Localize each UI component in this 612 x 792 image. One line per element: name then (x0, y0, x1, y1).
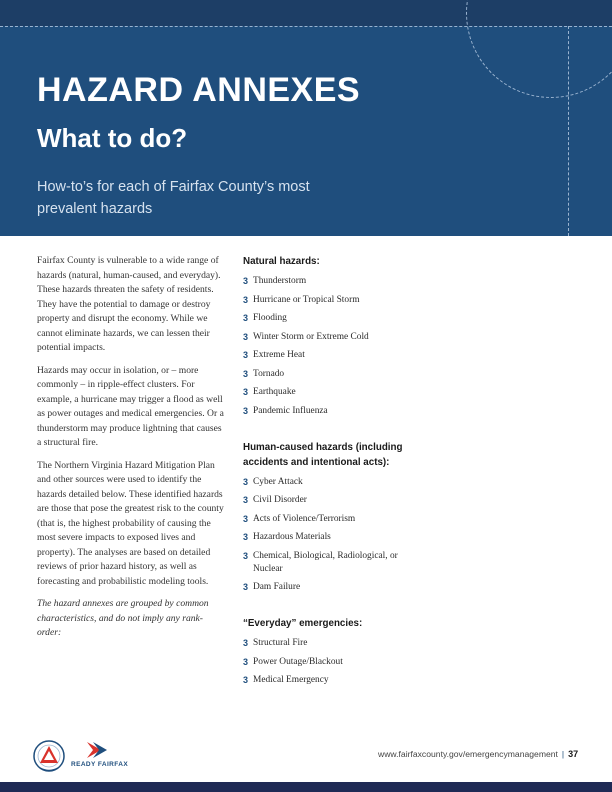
hazard-item (243, 513, 423, 526)
bullet-marker: 3 (243, 638, 249, 648)
everyday-emergencies-list (243, 637, 423, 687)
hazard-item (243, 637, 423, 650)
human-caused-hazards-section (243, 440, 423, 595)
bullet-marker: 3 (243, 476, 249, 487)
hazard-item (243, 674, 423, 687)
bullet-marker: 3 (243, 387, 249, 397)
hazard-lists-column (243, 254, 423, 709)
intro-column (37, 254, 227, 649)
page-tagline: How-to’s for each of Fairfax County’s most prevalent hazards (37, 179, 310, 217)
page-number: 37 (568, 749, 579, 759)
hazard-item (243, 312, 423, 325)
human-caused-hazards-heading: Human-caused hazards (including accidents and intentional acts): (243, 441, 403, 468)
ready-fairfax-arrow-icon (87, 742, 101, 758)
header-dashed-vertical (568, 26, 569, 236)
hazard-item (243, 494, 423, 507)
page-title: HAZARD ANNEXES (37, 71, 361, 109)
everyday-emergencies-section (243, 616, 423, 687)
hazard-label: Tornado (253, 368, 285, 379)
natural-hazards-heading: Natural hazards: (243, 256, 320, 267)
hazard-label: Medical Emergency (253, 675, 329, 685)
hazard-item (243, 476, 423, 489)
bullet-marker: 3 (243, 656, 249, 667)
bullet-marker: 3 (243, 350, 249, 360)
bullet-marker: 3 (243, 405, 249, 416)
footer-separator: | (561, 749, 565, 759)
everyday-emergencies-heading: “Everyday” emergencies: (243, 618, 363, 629)
bullet-marker: 3 (243, 550, 249, 561)
footer-text (378, 749, 578, 759)
intro-paragraph: Fairfax County is vulnerable to a wide range of hazards (natural, human-caused, and everyday). These hazards threaten the safety of residents. They have the potential to damage or destroy property and disrupt the economy. While we cannot eliminate hazards, we can lessen their potential impacts. (37, 255, 221, 353)
footer-url[interactable]: www.fairfaxcounty.gov/emergencymanagement (378, 749, 558, 759)
intro-paragraph: Hazards may occur in isolation, or – more commonly – in ripple-effect clusters. For example, a hurricane may trigger a flood as well as power outages and medical emergencies. Or a thunderstorm may produce lightning that causes a structural fire. (37, 364, 224, 448)
bullet-marker: 3 (243, 313, 249, 323)
bullet-marker: 3 (243, 276, 249, 286)
natural-hazards-list (243, 275, 423, 418)
bullet-marker: 3 (243, 675, 249, 685)
hazard-label: Cyber Attack (253, 476, 303, 487)
hazard-label: Civil Disorder (253, 495, 307, 505)
hazard-label: Dam Failure (253, 582, 301, 592)
hazard-label: Hurricane or Tropical Storm (253, 294, 360, 305)
header-banner (0, 0, 612, 236)
bullet-marker: 3 (243, 495, 249, 505)
intro-paragraph: The Northern Virginia Hazard Mitigation Plan and other sources were used to identify the hazards detailed below. These identified hazards are those that pose the greatest risk to the county (that is, the highest probability of causing the most severe impacts to exposed lives and property). The analyses are based on detailed reviews of prior hazard history, as well as forecasting and probabilistic modeling tools. (37, 459, 224, 587)
hazard-label: Acts of Violence/Terrorism (253, 513, 356, 524)
bullet-marker: 3 (243, 331, 249, 342)
natural-hazards-section (243, 254, 423, 418)
hazard-label: Chemical, Biological, Radiological, or Nuclear (253, 550, 398, 574)
hazard-item (243, 656, 423, 669)
hazard-item (243, 581, 423, 594)
bullet-marker: 3 (243, 532, 249, 542)
bullet-marker: 3 (243, 513, 249, 524)
hazard-item (243, 275, 423, 288)
header-dashed-arc (466, 0, 612, 98)
page-subtitle: What to do? (37, 123, 188, 153)
intro-note: The hazard annexes are grouped by common characteristics, and do not imply any rank-order: (37, 598, 209, 638)
human-caused-hazards-list (243, 476, 423, 595)
hazard-label: Hazardous Materials (253, 532, 331, 542)
hazard-item (243, 405, 423, 418)
bullet-marker: 3 (243, 294, 249, 305)
hazard-label: Winter Storm or Extreme Cold (253, 331, 369, 342)
hazard-label: Flooding (253, 313, 287, 323)
bullet-marker: 3 (243, 368, 249, 379)
hazard-item (243, 294, 423, 307)
ready-fairfax-logo-text: READY FAIRFAX (71, 761, 129, 768)
hazard-label: Thunderstorm (253, 276, 307, 286)
hazard-item (243, 331, 423, 344)
hazard-label: Structural Fire (253, 638, 308, 648)
hazard-item (243, 368, 423, 381)
hazard-label: Extreme Heat (253, 350, 305, 360)
emergency-management-seal-icon (33, 738, 143, 774)
hazard-label: Pandemic Influenza (253, 405, 328, 416)
bottom-bar (0, 782, 612, 792)
hazard-item (243, 349, 423, 362)
hazard-item (243, 386, 423, 399)
bullet-marker: 3 (243, 582, 249, 592)
footer-logos (33, 738, 143, 774)
hazard-item (243, 550, 423, 576)
hazard-item (243, 531, 423, 544)
hazard-label: Earthquake (253, 387, 296, 397)
hazard-label: Power Outage/Blackout (253, 656, 343, 667)
